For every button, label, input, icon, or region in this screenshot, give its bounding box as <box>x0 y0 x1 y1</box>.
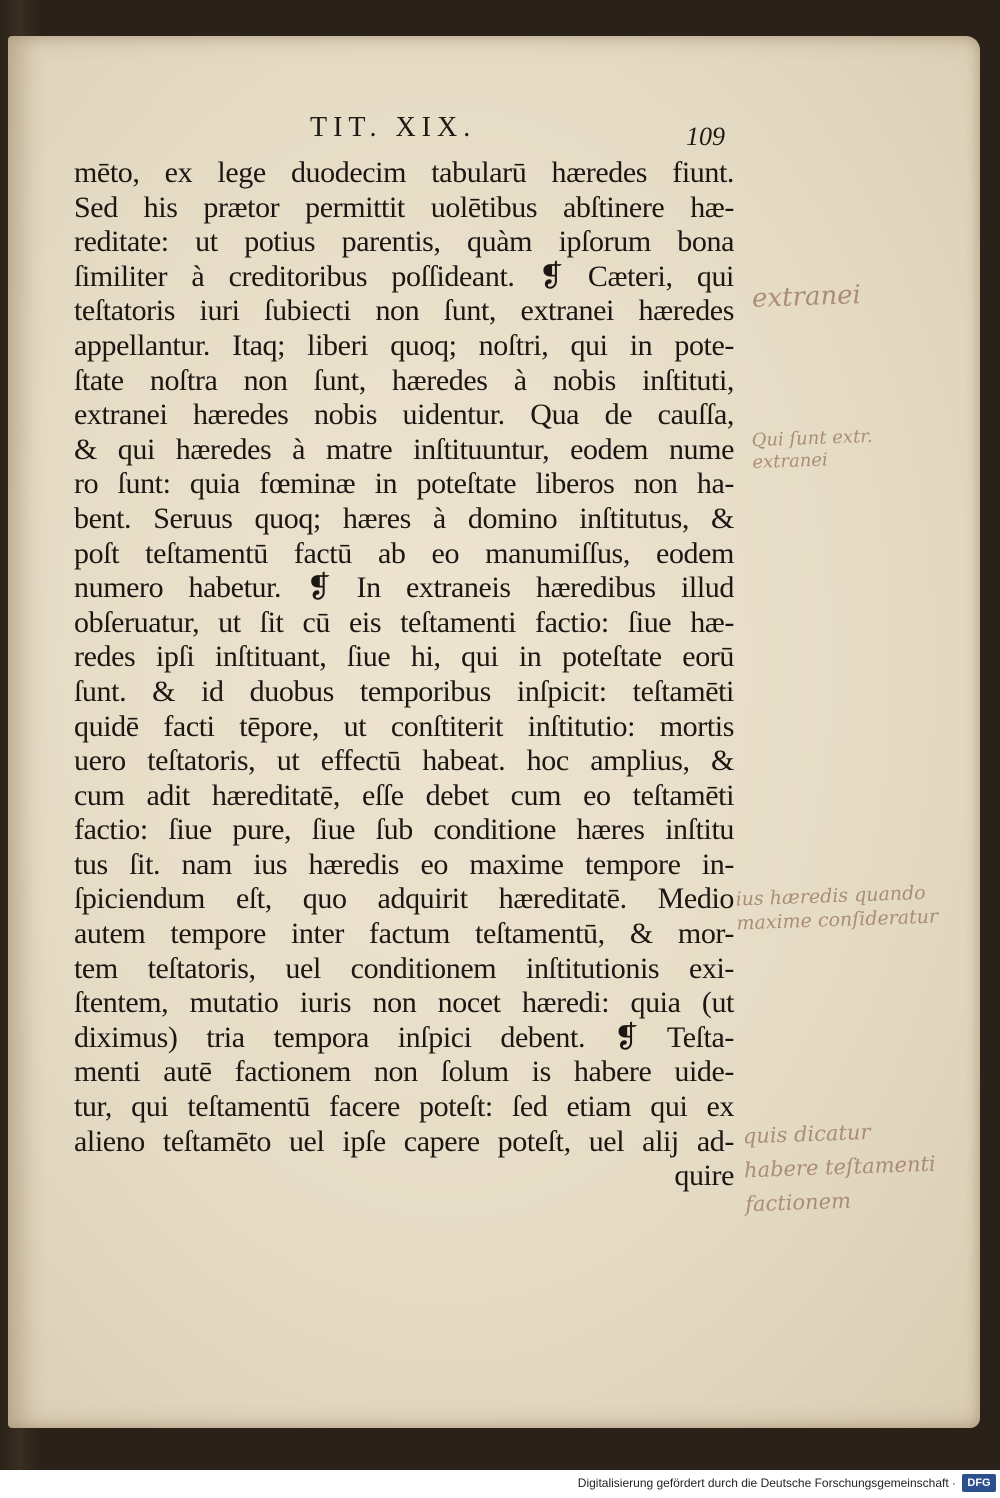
text-line: uero teſtatoris, ut effectū habeat. hoc amplius, & <box>74 744 734 778</box>
text-line: ſpiciendum eſt, quo adquirit hæreditatē. Medio <box>74 882 734 916</box>
text-line: cum adit hæreditatē, eſſe debet cum eo teſtamēti <box>74 778 734 812</box>
marginal-note-line: extranei <box>752 449 829 474</box>
marginal-note-ius-haeredis <box>735 880 938 935</box>
text-line: factio: ſiue pure, ſiue ſub conditione hæres inſtitu <box>74 813 734 847</box>
text-line: ſunt. & id duobus temporibus inſpicit: teſtamēti <box>74 674 734 708</box>
text-line: diximus) tria tempora inſpici debent. ❡ Teſta- <box>74 1020 734 1054</box>
marginal-note-line: extranei <box>751 280 862 314</box>
text-line: Sed his prætor permittit uolētibus abſtinere hæ- <box>74 190 734 224</box>
marginal-note-testamenti-factio <box>742 1113 937 1222</box>
text-line: quire <box>674 1159 734 1193</box>
text-line: autem tempore inter factum teſtamentū, & mor- <box>74 917 734 951</box>
text-line: poſt teſtamentū factū ab eo manumiſſus, eodem <box>74 536 734 570</box>
dfg-logo: DFG <box>962 1474 996 1492</box>
marginal-note-line: quis dicatur <box>742 1119 871 1149</box>
text-line: reditate: ut potius parentis, quàm ipſorum bona <box>74 225 734 259</box>
marginal-note-line: habere teſtamenti <box>743 1151 937 1183</box>
body-text <box>74 156 734 1194</box>
text-line: tem teſtatoris, uel conditionem inſtitutionis exi- <box>74 951 734 985</box>
text-line: tur, qui teſtamentū facere poteſt: ſed etiam qui ex <box>74 1090 734 1124</box>
text-line: ro ſunt: quia fœminæ in poteſtate liberos non ha- <box>74 467 734 501</box>
text-line: ſimiliter à creditoribus poſſideant. ❡ Cæteri, qui <box>74 259 734 293</box>
text-line: teſtatoris iuri ſubiecti non ſunt, extranei hæredes <box>74 294 734 328</box>
marginal-note-extranei <box>752 280 862 314</box>
running-head: TIT. XIX. <box>310 112 477 143</box>
marginal-note-line: Qui ſunt extr. <box>751 425 873 452</box>
page-number: 109 <box>686 122 725 151</box>
text-line: ſtate noſtra non ſunt, hæredes à nobis inſtituti, <box>74 363 734 397</box>
digitization-footer <box>0 1470 1000 1498</box>
text-line: appellantur. Itaq; liberi quoq; noſtri, qui in pote- <box>74 328 734 362</box>
text-line: extranei hæredes nobis uidentur. Qua de cauſſa, <box>74 398 734 432</box>
text-line: bent. Seruus quoq; hæres à domino inſtitutus, & <box>74 501 734 535</box>
footer-credit: Digitalisierung gefördert durch die Deutsche Forschungsgemeinschaft · <box>577 1476 956 1490</box>
text-line: & qui hæredes à matre inſtituuntur, eodem nume <box>74 432 734 466</box>
marginal-note-line: maxime conſideratur <box>736 905 939 935</box>
text-line: alieno teſtamēto uel ipſe capere poteſt, uel alij ad- <box>74 1124 734 1158</box>
text-line: redes ipſi inſtituant, ſiue hi, qui in poteſtate eorū <box>74 640 734 674</box>
marginal-note-line: ius hæredis quando <box>735 881 927 911</box>
text-line: menti autē factionem non ſolum is habere uide- <box>74 1055 734 1089</box>
marginal-note-line: factionem <box>744 1188 852 1217</box>
text-line: ſtentem, mutatio iuris non nocet hæredi: quia (ut <box>74 986 734 1020</box>
text-line: mēto, ex lege duodecim tabularū hæredes fiunt. <box>74 156 734 189</box>
text-line: quidē facti tēpore, ut conſtiterit inſtitutio: mortis <box>74 709 734 743</box>
text-line: tus ſit. nam ius hæredis eo maxime tempore in- <box>74 847 734 881</box>
text-line: obſeruatur, ut ſit cū eis teſtamenti factio: ſiue hæ- <box>74 605 734 639</box>
marginal-note-qui-sunt <box>751 426 873 474</box>
text-line: numero habetur. ❡ In extraneis hæredibus illud <box>74 571 734 605</box>
